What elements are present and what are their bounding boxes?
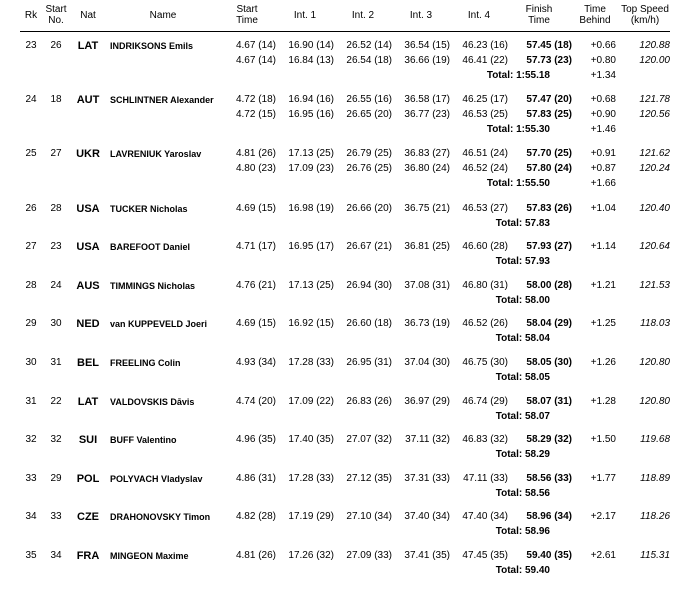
total-behind-cell: +1.66 <box>590 178 616 189</box>
time-behind-cell: +0.68 <box>590 94 616 105</box>
start-time-cell: 4.67 (14) <box>235 55 276 66</box>
top-speed-cell: 121.53 <box>639 280 670 291</box>
athlete-name: van KUPPEVELD Joeri <box>110 319 208 329</box>
time-behind-cell: +0.80 <box>590 55 616 66</box>
time-behind-cell: +0.87 <box>590 163 616 174</box>
int1-cell: 17.28 (33) <box>288 473 334 484</box>
finish-time-cell: 58.07 (31) <box>526 396 572 407</box>
athlete-name: SCHLINTNER Alexander <box>110 95 214 105</box>
rank-cell: 28 <box>25 280 37 291</box>
athlete-name: MINGEON Maxime <box>110 551 189 561</box>
int3-cell: 36.75 (21) <box>404 203 450 214</box>
int3-cell: 36.58 (17) <box>404 94 450 105</box>
nation-cell: CZE <box>77 511 99 523</box>
total-time-cell: Total: 58.29 <box>495 449 550 460</box>
rank-cell: 24 <box>25 94 37 105</box>
header-start-no: Start No. <box>45 4 67 26</box>
header-finish-time: Finish Time <box>525 4 553 26</box>
int2-cell: 26.54 (18) <box>346 55 392 66</box>
header-start-time: Start Time <box>236 4 258 26</box>
total-time-cell: Total: 58.00 <box>495 295 550 306</box>
int2-cell: 27.12 (35) <box>346 473 392 484</box>
bib-cell: 18 <box>50 94 62 105</box>
int4-cell: 46.80 (31) <box>462 280 508 291</box>
total-time-cell: Total: 1:55.18 <box>486 70 550 81</box>
rank-cell: 29 <box>25 318 37 329</box>
rank-cell: 34 <box>25 511 37 522</box>
time-behind-cell: +1.28 <box>590 396 616 407</box>
finish-time-cell: 57.45 (18) <box>526 40 572 51</box>
total-behind-cell: +1.46 <box>590 124 616 135</box>
header-name: Name <box>149 10 177 21</box>
total-time-cell: Total: 58.56 <box>495 488 550 499</box>
rank-cell: 33 <box>25 473 37 484</box>
int1-cell: 16.95 (17) <box>288 241 334 252</box>
rank-cell: 30 <box>25 357 37 368</box>
int3-cell: 37.41 (35) <box>404 550 450 561</box>
top-speed-cell: 120.40 <box>639 203 670 214</box>
nation-cell: FRA <box>76 550 100 562</box>
start-time-cell: 4.86 (31) <box>235 473 276 484</box>
int3-cell: 37.31 (33) <box>404 473 450 484</box>
int1-cell: 16.90 (14) <box>288 40 334 51</box>
int4-cell: 46.60 (28) <box>462 241 508 252</box>
nation-cell: USA <box>76 241 100 253</box>
table-header <box>0 0 680 31</box>
int3-cell: 36.81 (25) <box>404 241 450 252</box>
rank-cell: 27 <box>25 241 37 252</box>
nation-cell: LAT <box>77 396 99 408</box>
int4-cell: 47.40 (34) <box>462 511 508 522</box>
top-speed-cell: 120.56 <box>639 109 670 120</box>
athlete-name: VALDOVSKIS Dāvis <box>110 397 195 407</box>
int1-cell: 16.92 (15) <box>288 318 334 329</box>
bib-cell: 31 <box>50 357 62 368</box>
time-behind-cell: +0.66 <box>590 40 616 51</box>
bib-cell: 29 <box>50 473 62 484</box>
bib-cell: 23 <box>50 241 62 252</box>
top-speed-cell: 121.78 <box>639 94 670 105</box>
nation-cell: LAT <box>77 40 99 52</box>
top-speed-cell: 118.03 <box>640 318 670 329</box>
athlete-name: BUFF Valentino <box>110 435 177 445</box>
time-behind-cell: +2.17 <box>590 511 616 522</box>
top-speed-cell: 118.89 <box>640 473 670 484</box>
int1-cell: 17.13 (25) <box>288 280 334 291</box>
top-speed-cell: 120.64 <box>639 241 670 252</box>
int2-cell: 26.65 (20) <box>346 109 392 120</box>
top-speed-cell: 120.80 <box>639 357 670 368</box>
int2-cell: 26.55 (16) <box>346 94 392 105</box>
header-time-behind: Time Behind <box>579 4 611 26</box>
header-divider <box>20 31 670 32</box>
int1-cell: 16.84 (13) <box>288 55 334 66</box>
top-speed-cell: 120.80 <box>639 396 670 407</box>
bib-cell: 32 <box>50 434 62 445</box>
start-time-cell: 4.71 (17) <box>235 241 276 252</box>
finish-time-cell: 57.83 (26) <box>526 203 572 214</box>
bib-cell: 22 <box>50 396 62 407</box>
int1-cell: 17.09 (22) <box>288 396 334 407</box>
time-behind-cell: +1.25 <box>590 318 616 329</box>
finish-time-cell: 57.93 (27) <box>526 241 572 252</box>
start-time-cell: 4.72 (18) <box>235 94 276 105</box>
int1-cell: 16.95 (16) <box>288 109 334 120</box>
finish-time-cell: 57.80 (24) <box>526 163 572 174</box>
start-time-cell: 4.82 (28) <box>235 511 276 522</box>
int4-cell: 47.11 (33) <box>463 473 508 484</box>
nation-cell: UKR <box>76 148 100 160</box>
header-int4: Int. 4 <box>467 10 491 21</box>
int2-cell: 26.66 (20) <box>346 203 392 214</box>
start-time-cell: 4.96 (35) <box>235 434 276 445</box>
start-time-cell: 4.81 (26) <box>235 148 276 159</box>
finish-time-cell: 58.04 (29) <box>526 318 572 329</box>
int3-cell: 36.66 (19) <box>404 55 450 66</box>
int3-cell: 36.97 (29) <box>404 396 450 407</box>
finish-time-cell: 58.05 (30) <box>526 357 572 368</box>
bib-cell: 34 <box>50 550 62 561</box>
int2-cell: 26.76 (25) <box>346 163 392 174</box>
int4-cell: 46.52 (26) <box>462 318 508 329</box>
int3-cell: 37.08 (31) <box>404 280 450 291</box>
int3-cell: 37.04 (30) <box>404 357 450 368</box>
header-rk: Rk <box>24 10 38 21</box>
time-behind-cell: +1.04 <box>590 203 616 214</box>
finish-time-cell: 57.70 (25) <box>526 148 572 159</box>
top-speed-cell: 119.68 <box>640 434 670 445</box>
int3-cell: 37.11 (32) <box>405 434 450 445</box>
time-behind-cell: +0.90 <box>590 109 616 120</box>
int2-cell: 26.52 (14) <box>346 40 392 51</box>
int4-cell: 46.41 (22) <box>462 55 508 66</box>
total-time-cell: Total: 58.04 <box>495 333 550 344</box>
total-time-cell: Total: 57.93 <box>495 256 550 267</box>
start-time-cell: 4.93 (34) <box>235 357 276 368</box>
time-behind-cell: +0.91 <box>590 148 616 159</box>
int2-cell: 27.07 (32) <box>346 434 392 445</box>
time-behind-cell: +1.21 <box>590 280 616 291</box>
finish-time-cell: 57.83 (25) <box>526 109 572 120</box>
int4-cell: 46.83 (32) <box>462 434 508 445</box>
nation-cell: AUS <box>76 280 100 292</box>
time-behind-cell: +1.26 <box>590 357 616 368</box>
bib-cell: 26 <box>50 40 62 51</box>
int1-cell: 16.98 (19) <box>288 203 334 214</box>
rank-cell: 32 <box>25 434 37 445</box>
int2-cell: 26.60 (18) <box>346 318 392 329</box>
int2-cell: 26.94 (30) <box>346 280 392 291</box>
int1-cell: 17.28 (33) <box>288 357 334 368</box>
nation-cell: USA <box>76 203 100 215</box>
time-behind-cell: +1.50 <box>590 434 616 445</box>
finish-time-cell: 58.29 (32) <box>526 434 572 445</box>
int3-cell: 36.77 (23) <box>404 109 450 120</box>
int4-cell: 46.75 (30) <box>462 357 508 368</box>
athlete-name: POLYVACH Vladyslav <box>110 474 203 484</box>
int4-cell: 46.23 (16) <box>462 40 508 51</box>
bib-cell: 24 <box>50 280 62 291</box>
header-int2: Int. 2 <box>351 10 375 21</box>
int1-cell: 17.09 (23) <box>288 163 334 174</box>
nation-cell: NED <box>76 318 100 330</box>
finish-time-cell: 58.56 (33) <box>526 473 572 484</box>
int2-cell: 26.79 (25) <box>346 148 392 159</box>
int3-cell: 36.80 (24) <box>404 163 450 174</box>
int2-cell: 27.10 (34) <box>346 511 392 522</box>
athlete-name: INDRIKSONS Emils <box>110 41 194 51</box>
int4-cell: 46.25 (17) <box>462 94 508 105</box>
top-speed-cell: 118.26 <box>640 511 670 522</box>
int1-cell: 16.94 (16) <box>288 94 334 105</box>
athlete-name: TUCKER Nicholas <box>110 204 188 214</box>
finish-time-cell: 57.73 (23) <box>526 55 572 66</box>
int4-cell: 46.74 (29) <box>462 396 508 407</box>
time-behind-cell: +2.61 <box>590 550 616 561</box>
bib-cell: 28 <box>50 203 62 214</box>
nation-cell: POL <box>76 473 100 485</box>
start-time-cell: 4.80 (23) <box>235 163 276 174</box>
int2-cell: 27.09 (33) <box>346 550 392 561</box>
int4-cell: 46.53 (27) <box>462 203 508 214</box>
int1-cell: 17.26 (32) <box>288 550 334 561</box>
athlete-name: TIMMINGS Nicholas <box>110 281 196 291</box>
start-time-cell: 4.76 (21) <box>235 280 276 291</box>
total-behind-cell: +1.34 <box>590 70 616 81</box>
int4-cell: 46.53 (25) <box>462 109 508 120</box>
int2-cell: 26.67 (21) <box>346 241 392 252</box>
int3-cell: 36.73 (19) <box>404 318 450 329</box>
total-time-cell: Total: 58.05 <box>495 372 550 383</box>
top-speed-cell: 115.31 <box>640 550 670 561</box>
start-time-cell: 4.81 (26) <box>235 550 276 561</box>
time-behind-cell: +1.14 <box>590 241 616 252</box>
nation-cell: SUI <box>78 434 98 446</box>
start-time-cell: 4.74 (20) <box>235 396 276 407</box>
finish-time-cell: 58.00 (28) <box>526 280 572 291</box>
start-time-cell: 4.72 (15) <box>235 109 276 120</box>
int3-cell: 37.40 (34) <box>404 511 450 522</box>
total-time-cell: Total: 1:55.30 <box>486 124 550 135</box>
rank-cell: 25 <box>25 148 37 159</box>
rank-cell: 23 <box>25 40 37 51</box>
total-time-cell: Total: 1:55.50 <box>486 178 550 189</box>
total-time-cell: Total: 59.40 <box>495 565 550 576</box>
top-speed-cell: 121.62 <box>639 148 670 159</box>
total-time-cell: Total: 58.96 <box>495 526 550 537</box>
int2-cell: 26.95 (31) <box>346 357 392 368</box>
athlete-name: FREELING Colin <box>110 358 181 368</box>
start-time-cell: 4.67 (14) <box>235 40 276 51</box>
int4-cell: 46.51 (24) <box>462 148 508 159</box>
header-int1: Int. 1 <box>293 10 317 21</box>
rank-cell: 31 <box>25 396 37 407</box>
int4-cell: 46.52 (24) <box>462 163 508 174</box>
int1-cell: 17.40 (35) <box>288 434 334 445</box>
int1-cell: 17.19 (29) <box>288 511 334 522</box>
time-behind-cell: +1.77 <box>590 473 616 484</box>
header-int3: Int. 3 <box>409 10 433 21</box>
top-speed-cell: 120.88 <box>639 40 670 51</box>
header-nat: Nat <box>80 10 96 21</box>
top-speed-cell: 120.24 <box>639 163 670 174</box>
int2-cell: 26.83 (26) <box>346 396 392 407</box>
finish-time-cell: 58.96 (34) <box>526 511 572 522</box>
athlete-name: DRAHONOVSKY Timon <box>110 512 211 522</box>
nation-cell: AUT <box>76 94 100 106</box>
rank-cell: 35 <box>25 550 37 561</box>
rank-cell: 26 <box>25 203 37 214</box>
total-time-cell: Total: 57.83 <box>495 218 550 229</box>
int3-cell: 36.54 (15) <box>404 40 450 51</box>
int4-cell: 47.45 (35) <box>462 550 508 561</box>
header-top-speed: Top Speed (km/h) <box>621 4 669 26</box>
int3-cell: 36.83 (27) <box>404 148 450 159</box>
athlete-name: LAVRENIUK Yaroslav <box>110 149 202 159</box>
finish-time-cell: 57.47 (20) <box>526 94 572 105</box>
bib-cell: 30 <box>50 318 62 329</box>
start-time-cell: 4.69 (15) <box>235 203 276 214</box>
finish-time-cell: 59.40 (35) <box>526 550 572 561</box>
start-time-cell: 4.69 (15) <box>235 318 276 329</box>
bib-cell: 33 <box>50 511 62 522</box>
int1-cell: 17.13 (25) <box>288 148 334 159</box>
bib-cell: 27 <box>50 148 62 159</box>
top-speed-cell: 120.00 <box>639 55 670 66</box>
total-time-cell: Total: 58.07 <box>495 411 550 422</box>
athlete-name: BAREFOOT Daniel <box>110 242 191 252</box>
nation-cell: BEL <box>77 357 99 369</box>
